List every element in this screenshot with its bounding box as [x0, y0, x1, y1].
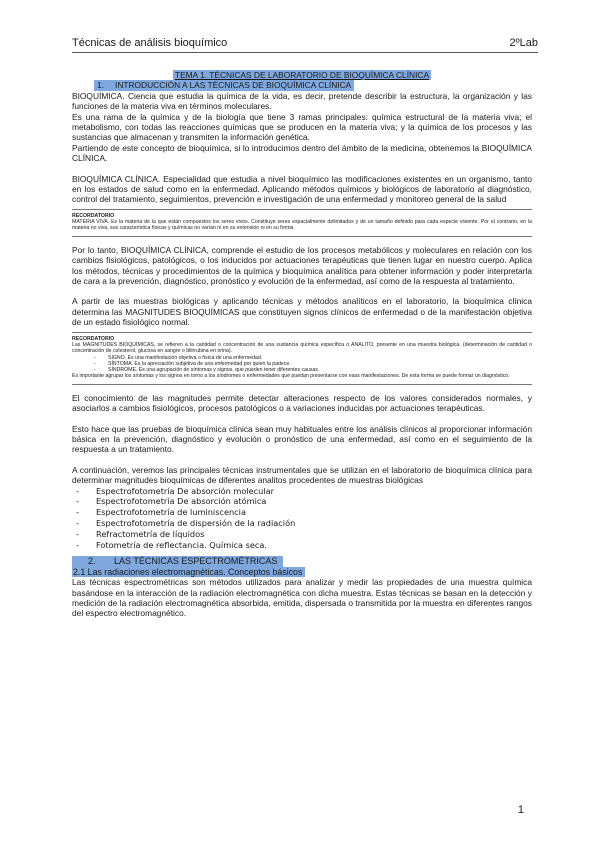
section-2-number: 2.: [88, 556, 96, 567]
paragraph-concepto: Partiendo de este concepto de bioquímica, si lo introducimos dentro del ámbito de la medicina, obtenemos la BIOQUÍMICA CLÍNICA.: [72, 142, 532, 164]
paragraph-pruebas: Esto hace que las pruebas de bioquímica clínica sean muy habituales entre los análisis clínicos al proporcionar información básica en la prevención, diagnóstico y evolución o pronóstico de una enfermedad, así como en el seguimiento de la respuesta a un tratamiento.: [72, 423, 532, 455]
topic-title-text: TEMA 1. TÉCNICAS DE LABORATORIO DE BIOQUÍMICA CLÍNICA: [174, 70, 430, 80]
note-1-recordatorio: [72, 213, 532, 232]
paragraph-bioquimica: BIOQUÍMICA. Ciencia que estudia la química de la vida, es decir, pretende describir la estructura, la organización y las funciones de la materia viva en términos moleculares.: [72, 90, 532, 112]
paragraph-bioquimica-clinica: BIOQUÍMICA CLÍNICA. Especialidad que estudia a nivel bioquímico las modificaciones existentes en un organismo, tanto en los estados de salud como en la enfermedad. Aplicando métodos químicos y biológicos de laboratorio al diagnóstico, control del tratamiento, seguimientos, prevención e investigación de una enfermedad y monitoreo general de la salud: [72, 173, 532, 205]
paragraph-continuacion: A continuación, veremos las principales técnicas instrumentales que se utilizan en el laboratorio de bioquímica clínica para determinar magnitudes bioquímicas de diferentes analitos procedentes de muestras biológicas: [72, 464, 532, 486]
header-course-level: 2ºLab: [509, 37, 538, 49]
paragraph-ramas: Es una rama de la química y de la biología que tiene 3 ramas principales: química estructural de la materia viva; el metabolismo, con todas las reacciones químicas que se producen en la materia viva; y la química de los procesos y las sustancias que almacenan y transmiten la información genética.: [72, 111, 532, 143]
header-course-title: Técnicas de análisis bioquímico: [72, 37, 228, 49]
note-2-heading: RECORDATORIO: [72, 335, 115, 342]
paragraph-conocimiento: El conocimiento de las magnitudes permite detectar alteraciones respecto de los valores considerados normales, y asociarlos a cambios fisiológicos, procesos patológicos o a variaciones inducidas por actuaciones terapéuticas.: [72, 392, 532, 414]
note-1-text: MATERIA VIVA. Es la materia de la que están compuestos los seres vivos. Constituye seres espacialmente delimitados y de un tamaño definido para cada especie viviente. Por el contrario, en la materia no viva, sus característica físicas y químicas no varían ni en su extensión ni en su forma: [72, 219, 532, 232]
subsection-2-1-heading: [72, 567, 532, 577]
note-2-item-sindrome: - SÍNDROME. Es una agrupación de síntomas y signos, que pueden tener diferentes causas: [72, 367, 532, 373]
section-2-heading: [72, 556, 532, 566]
note-2-text: Las MAGNITUDES BIOQUÍMICAS, se refieren a la cantidad o concentración de una sustancia química específica o ANALITO, presente en una muestra biológica. (determinación de cantidad o concentración de colesterol, glucosa en sangre o bilirrubina en orina).: [72, 341, 532, 355]
section-2-title: LAS TÉCNICAS ESPECTROMÉTRICAS: [114, 556, 278, 567]
note-2-recordatorio: [72, 336, 532, 380]
page-number: 1: [517, 804, 524, 816]
note-2-bottom-divider: [72, 384, 532, 385]
section-1-heading: [94, 80, 532, 90]
note-2-item-signo: - SIGNO. Es una manifestación objetiva o física de una enfermedad.: [72, 355, 532, 361]
technique-item: - Refractometría de líquidos: [72, 529, 532, 540]
section-2-highlight: [72, 556, 283, 566]
technique-item: - Fotometría de reflectancia. Química seca.: [72, 540, 532, 551]
page-content: [72, 70, 532, 619]
section-1-title: INTRODUCCIÓN A LAS TÉCNICAS DE BIOQUÍMICA CLÍNICA: [115, 80, 352, 91]
note-2-item-sintoma: - SÍNTOMA. Es la apreciación subjetiva de una enfermedad por quien la padece.: [72, 361, 532, 367]
techniques-list: [72, 486, 532, 551]
technique-item: - Espectrofotometría De absorción atómica: [72, 496, 532, 507]
paragraph-por-lo-tanto: Por lo tanto, BIOQUÍMICA CLÍNICA, comprende el estudio de los procesos metabólicos y moleculares en relación con los cambios fisiológicos, patológicos, o los inducidos por actuaciones terapéuticas que tienen lugar en nuestro cuerpo. Aplica los métodos, técnicas y procedimientos de la química y bioquímica analítica para obtener información y poder interpretarla de cara a la prevención, diagnóstico, pronóstico y evolución de la enfermedad, así como de la respuesta al tratamiento.: [72, 244, 532, 286]
note-2-list: [72, 355, 532, 374]
note-2-tail: Es importante agrupar los síntomas y los signos en torno a los síndromes o enfermedades que puedan presentarse con esas manifestaciones. De esta forma se puede formar un diagnóstico.: [72, 373, 510, 380]
page-header: [72, 36, 538, 53]
paragraph-magnitudes: A partir de las muestras biológicas y aplicando técnicas y métodos analíticos en el laboratorio, la bioquímica clínica determina las MAGNITUDES BIOQUÍMICAS que constituyen signos clínicos de enfermedad o de la manifestación objetiva de un estado fisiológico normal.: [72, 296, 532, 328]
note-2-top-divider: [72, 332, 532, 333]
technique-item: - Espectrofotometría De absorción molecular: [72, 486, 532, 497]
subsection-2-1-title: 2.1 Las radiaciones electromagnéticas. Conceptos básicos: [72, 567, 305, 577]
note-1-top-divider: [72, 209, 532, 210]
note-1-bottom-divider: [72, 236, 532, 237]
paragraph-espectrometricas: Las técnicas espectrométricas son métodos utilizados para analizar y medir las propiedades de una muestra química basándose en la interacción de la radiación electromagnética con dicha muestra. Estas técnicas se basan en la detección y medición de la radiación electromagnética absorbida, emitida, dispersada o transmitida por la muestra en diferentes rangos del espectro electromagnético.: [72, 577, 532, 619]
note-1-heading: RECORDATORIO: [72, 212, 115, 219]
section-1-number: 1.: [97, 80, 104, 91]
topic-title: [72, 70, 532, 80]
section-1-highlight: [94, 80, 354, 90]
technique-item: - Espectrofotometría de luminiscencia: [72, 507, 532, 518]
technique-item: - Espectrofotometría de dispersión de la radiación: [72, 518, 532, 529]
